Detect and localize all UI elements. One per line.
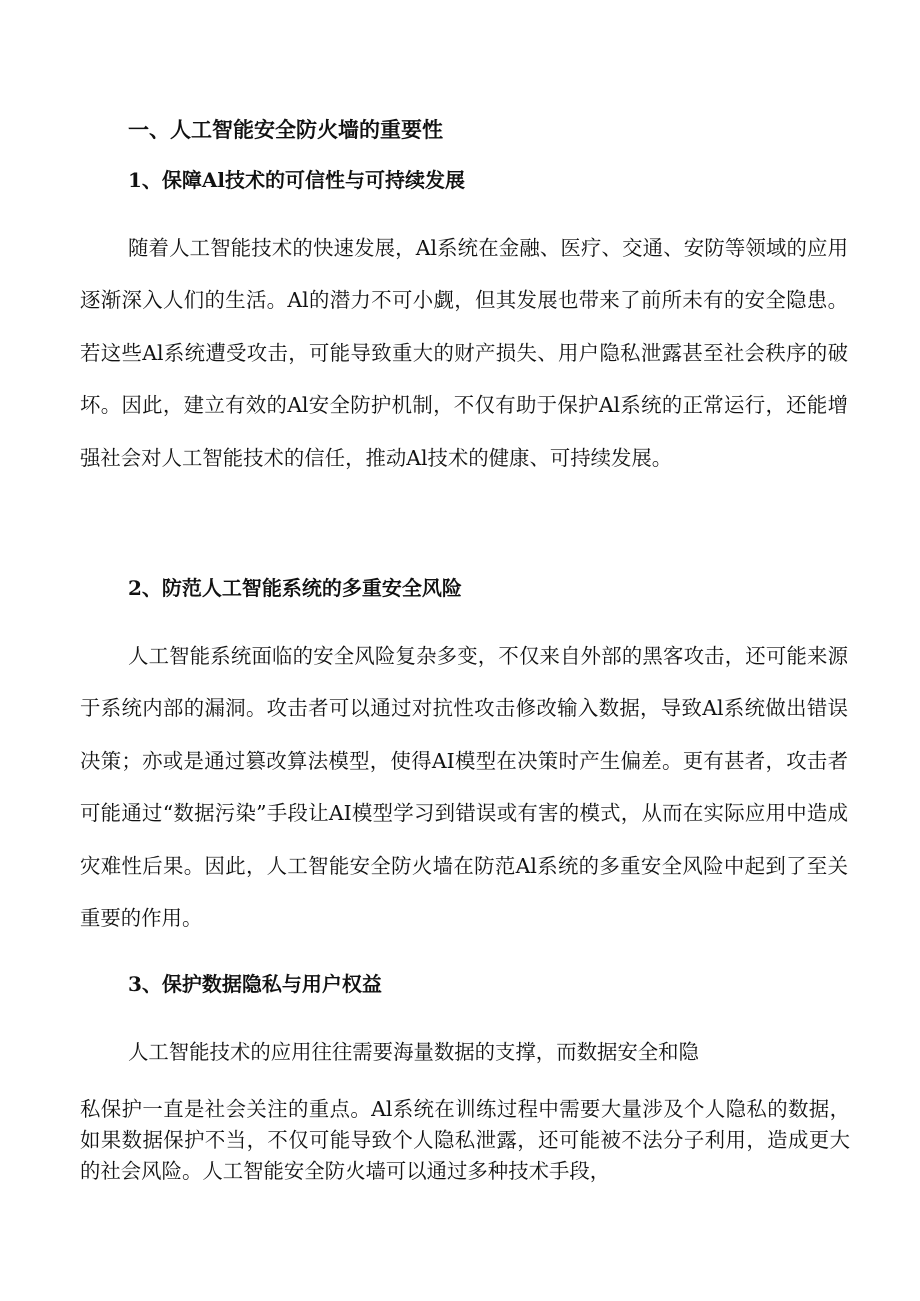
subsection-title-3: 3、保护数据隐私与用户权益 — [128, 972, 382, 996]
section-heading: 一、人工智能安全防火墙的重要性 — [128, 117, 443, 142]
paragraph-3-first-line: 人工智能技术的应用往往需要海量数据的支撑，而数据安全和隐 — [128, 1040, 699, 1064]
subsection-title-1: 1、保障Al技术的可信性与可持续发展 — [128, 168, 466, 192]
paragraph-2: 人工智能系统面临的安全风险复杂多变，不仅来自外部的黑客攻击，还可能来源于系统内部的漏洞。攻击者可以通过对抗性攻击修改输入数据，导致Al系统做出错误决策；亦或是通过篡改算法模型，使得AI模型在决策时产生偏差。更有甚者，攻击者可能通过“数据污染”手段让AI模型学习到错误或有害的模式，从而在实际应用中造成灾难性后果。因此，人工智能安全防火墙在防范Al系统的多重安全风险中起到了至关重要的作用。 — [80, 644, 848, 931]
paragraph-1: 随着人工智能技术的快速发展，Al系统在金融、医疗、交通、安防等领域的应用逐渐深入人们的生活。Al的潜力不可小觑，但其发展也带来了前所未有的安全隐患。若这些Al系统遭受攻击，可能导致重大的财产损失、用户隐私泄露甚至社会秩序的破坏。因此，建立有效的Al安全防护机制，不仅有助于保护Al系统的正常运行，还能增强社会对人工智能技术的信任，推动Al技术的健康、可持续发展。 — [80, 236, 848, 470]
paragraph-3-continued: 私保护一直是社会关注的重点。Al系统在训练过程中需要大量涉及个人隐私的数据，如果数据保护不当，不仅可能导致个人隐私泄露，还可能被不法分子利用，造成更大的社会风险。人工智能安全防火墙可以通过多种技术手段， — [80, 1097, 850, 1183]
subsection-title-2: 2、防范人工智能系统的多重安全风险 — [128, 576, 462, 600]
